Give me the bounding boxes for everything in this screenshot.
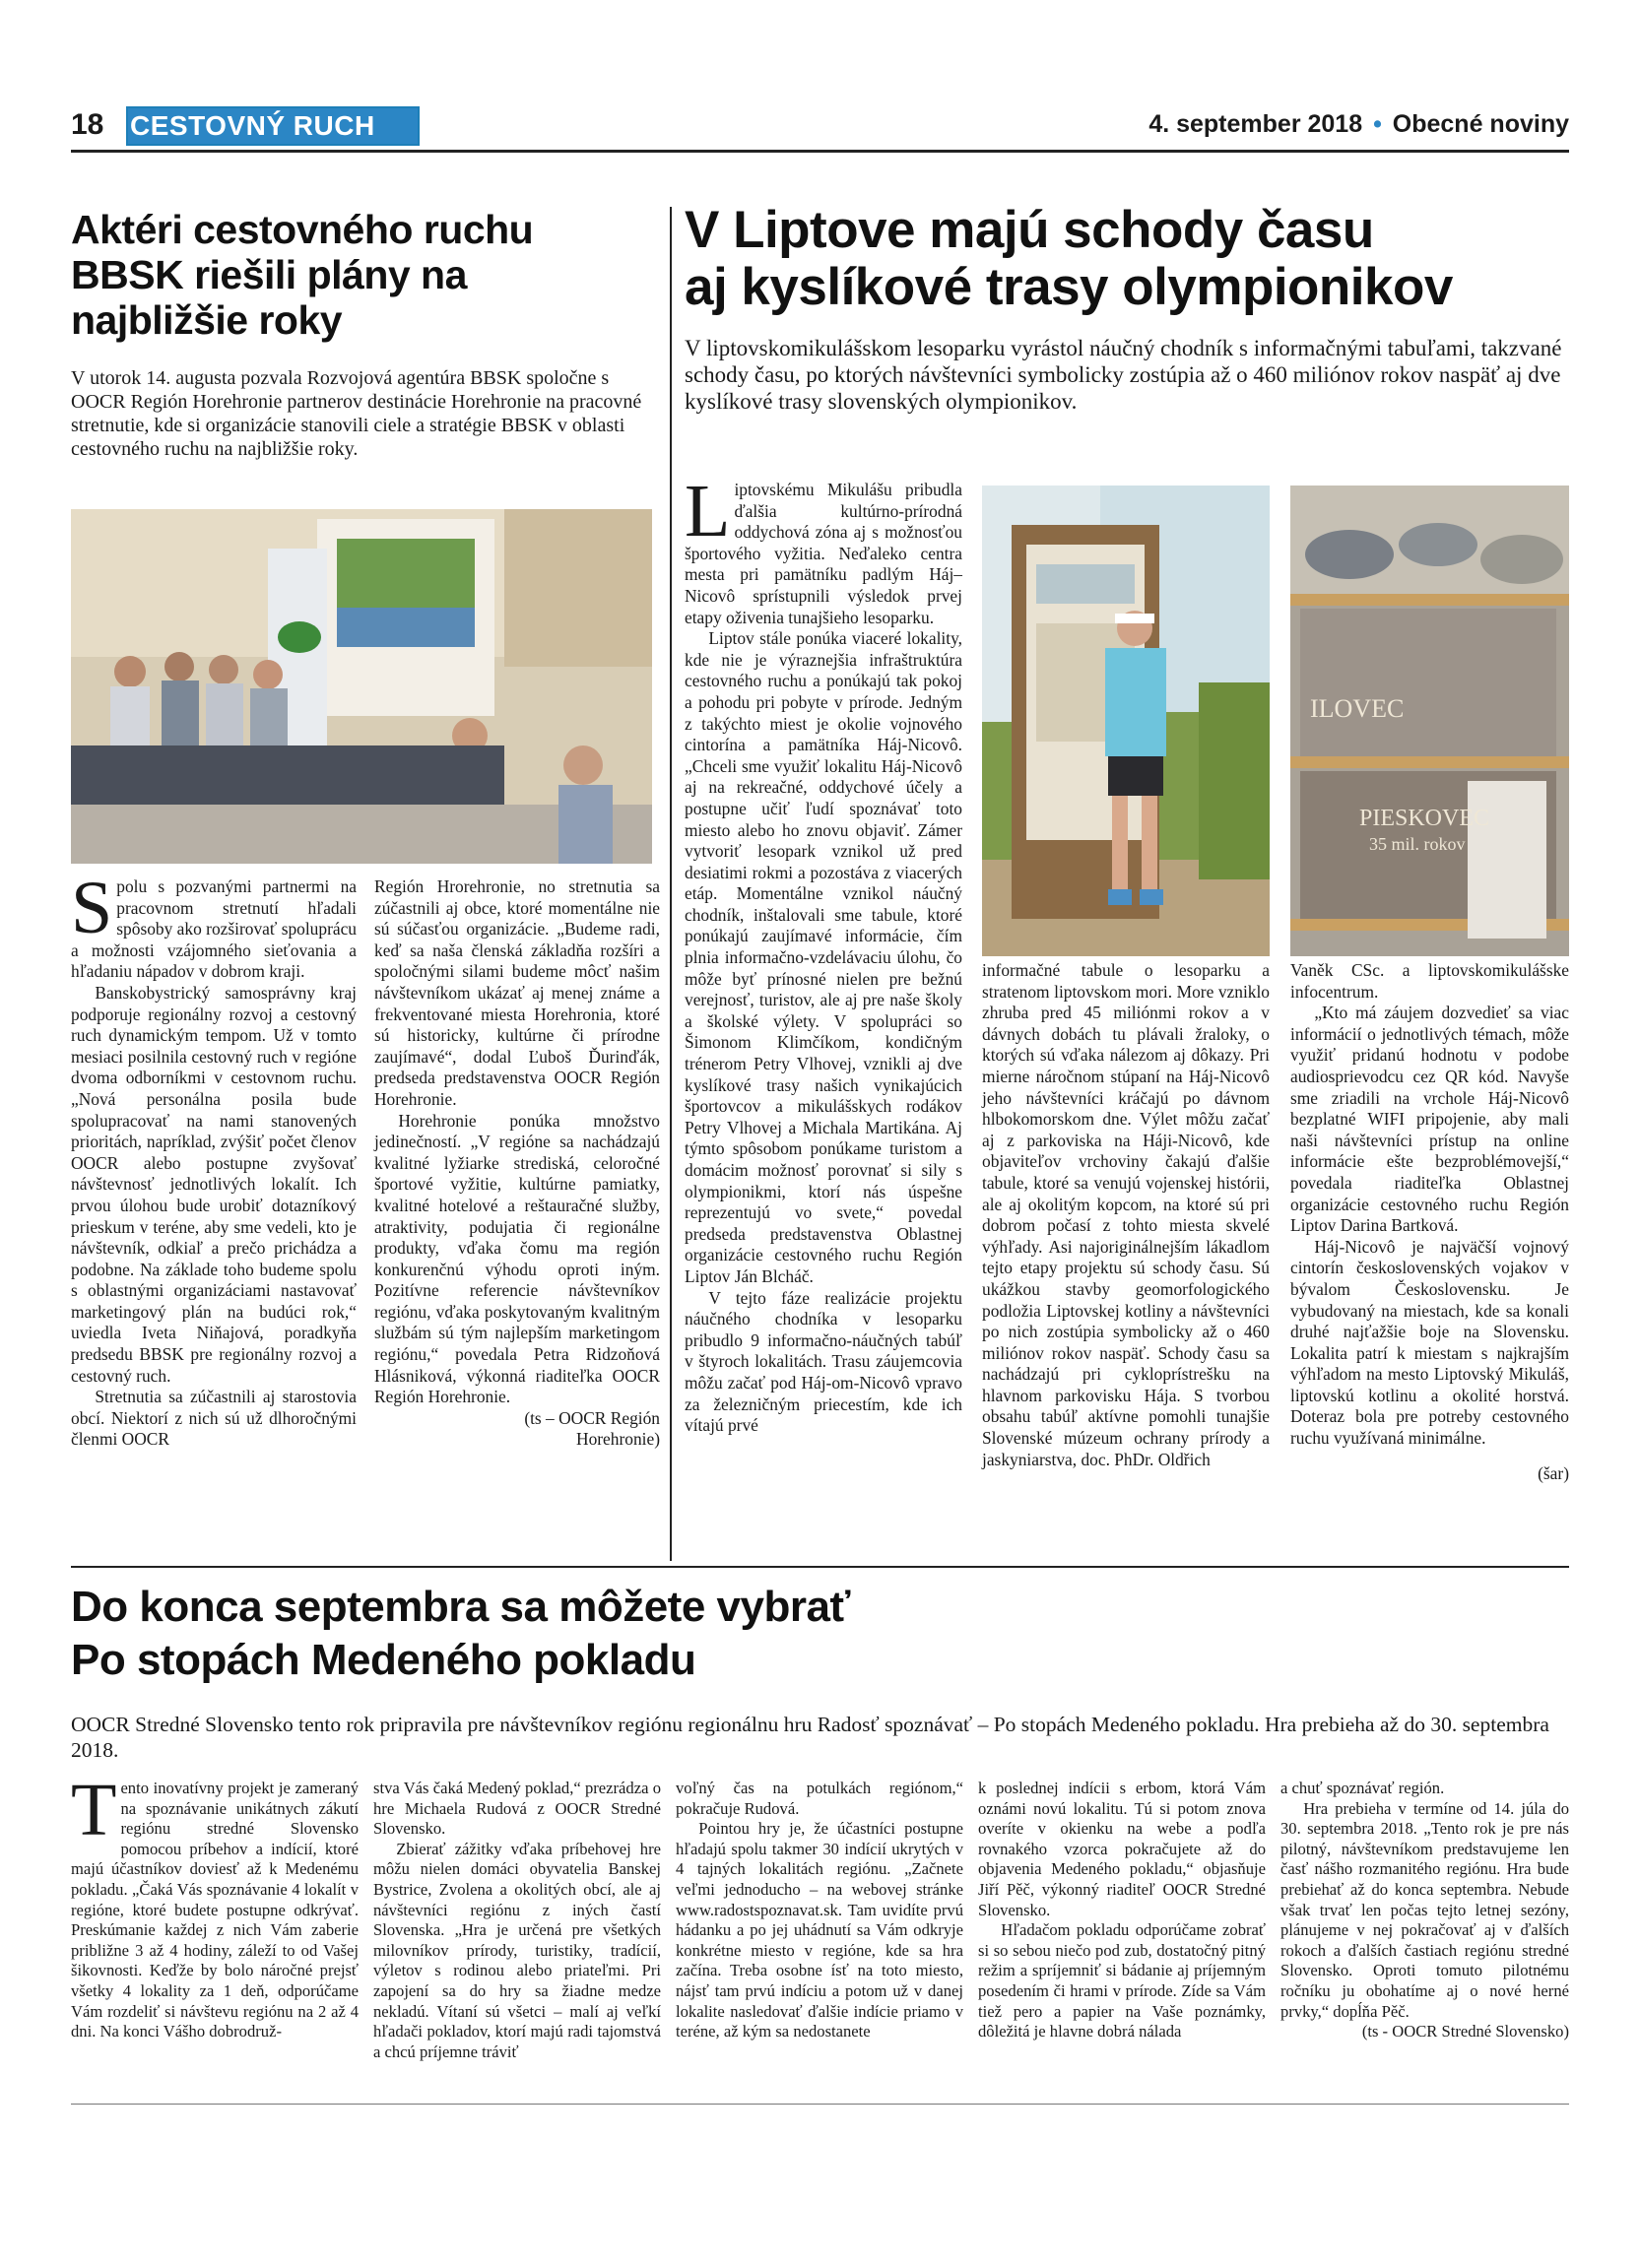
paragraph: Zbierať zážitky vďaka príbehovej hre môžu nielen domáci obyvatelia Banskej Bystrice, Zvolena a okolitých obcí, ale aj návštevníci regiónu z iných častí Slovenska. „Hra je určená pre všetkých milovníkov prírody, turistiky, tradícií, výletov s rodinou alebo priateľmi. Pri zapojení sa do hry sa žiadne medze nekladú. Vítaní sú všetci – malí aj veľkí hľadači pokladov, ktorí majú radi tajomstvá a chcú príjemne tráviť bbox=[373, 1839, 661, 2061]
article1-col1 bbox=[71, 867, 357, 1451]
article2-col1 bbox=[685, 470, 962, 1437]
article3-title-line: Po stopách Medeného pokladu bbox=[71, 1636, 696, 1684]
paragraph: V tejto fáze realizácie projektu náučného chodníka v lesoparku pribudlo 9 informačno-náučných tabúľ v štyroch lokalitách. Trasu záujemcovia môžu začať pod Háj-om-Nicovô vpravo za železničným priecestím, kde ich vítajú prvé bbox=[685, 1287, 962, 1436]
article1-col2 bbox=[374, 876, 660, 1451]
article-separator bbox=[71, 1566, 1569, 1568]
article2-info-board-photo bbox=[982, 486, 1270, 956]
paragraph: Vaněk CSc. a liptovskomikulášske infocentrum. bbox=[1290, 960, 1569, 1002]
dropcap: S bbox=[71, 867, 113, 949]
paragraph: Región Hrorehronie, no stretnutia sa zúčastnili aj obce, ktoré momentálne nie sú súčasťou organizácie. „Budeme radi, keď sa naša členská základňa rozšíri a spoločnými silami budeme môcť našim návštevníkom ukázať aj menej známe a frekventované miesta Horehronia, ktoré sú historicky, kultúrne či prírodne zaujímavé“, dodal Ľuboš Ďurinďák, predseda predstavenstva OOCR Región Horehronie. bbox=[374, 876, 660, 1109]
article1-signature: (ts – OOCR Región Horehronie) bbox=[524, 1407, 660, 1450]
bottom-rule bbox=[71, 2104, 1569, 2105]
separator-dot: • bbox=[1373, 110, 1382, 138]
article2-title bbox=[685, 202, 1571, 316]
article3-title-line: Do konca septembra sa môžete vybrať bbox=[71, 1583, 850, 1631]
article2-col3 bbox=[1290, 960, 1569, 1484]
article1-title-line: BBSK riešili plány na bbox=[71, 252, 467, 297]
article2-title-line: V Liptove majú schody času bbox=[685, 201, 1374, 259]
paragraph: polu s pozvanými partnermi na pracovnom stretnutí hľadali spôsoby ako rozširovať spoluprácu a možnosti vzájomného sieťovania a hľadaniu nápadov v dobrom kraji. bbox=[71, 876, 357, 982]
paragraph: Háj-Nicovô je najväčší vojnový cintorín československých vojakov v bývalom Československu. Je vybudovaný na miestach, kde sa konali druhé najťažšie boje na Slovensku. Lokalita patrí k miestam s najkrajším výhľadom na mesto Liptovský Mikuláš, liptovskú kotlinu a okolité horstvá. Doteraz bola pre potreby cestovného ruchu využívaná minimálne. bbox=[1290, 1236, 1569, 1449]
paragraph: Pointou hry je, že účastníci postupne hľadajú spolu takmer 30 indícií ukrytých v 4 tajných lokalitách regiónu. „Začnete veľmi jednoducho – na webovej stránke www.radostspoznavat.sk. Tam uvidíte prvú hádanku a po jej uhádnutí sa Vám odkryje konkrétne miesto v regióne, kde sa hra začína. Treba osobne ísť na toto miesto, nájsť tam prvú indíciu a potom už v danej lokalite nasledovať ďalšie indície priamo v teréne, až kým sa nedostanete bbox=[676, 1819, 963, 2041]
paragraph: Horehronie ponúka množstvo jedinečností. „V regióne sa nachádzajú kvalitné lyžiarke strediská, celoročné športové vyžitie, kultúrne pamiatky, kvalitné hotelové a reštauračné služby, atraktivity, podujatia či regionálne produkty, vďaka čomu ma región konkurenčnú výhodu oproti iným. Pozitívne referencie návštevníkov regiónu, vďaka poskytovaným kvalitným službám sú tým najlepším marketingom regiónu,“ povedala Petra Ridzoňová Hlásniková, výkonná riaditeľka OOCR Región Horehronie. bbox=[374, 1110, 660, 1407]
paragraph: Banskobystrický samosprávny kraj podporuje regionálny rozvoj a cestovný ruch dynamickým tempom. Už v tomto mesiaci posilnila cestovný ruch v regióne dvoma odborníkmi v cestovnom ruchu. „Nová personálna posila bude spolupracovať na nami stanovených prioritách, napríklad, zvýšiť počet členov OOCR alebo postupne zvyšovať návštevnosť jednotlivých lokalít. Ich prvou úlohou bude urobiť dotazníkový prieskum v teréne, aby sme vedeli, kto je návštevník, odkiaľ a prečo prichádza a podobne. Na základe toho budeme spolu s oblastnými organizáciami nastavovať marketingový plán na budúci rok,“ uviedla Iveta Niňajová, poradkyňa predsedu BBSK pre regionálny rozvoj a cestovný ruch. bbox=[71, 982, 357, 1386]
article3-lead: OOCR Stredné Slovensko tento rok pripravila pre návštevníkov regiónu regionálnu hru Radosť spoznávať – Po stopách Medeného pokladu. Hra prebieha až do 30. septembra 2018. bbox=[71, 1713, 1549, 1762]
stone-label-top: ILOVEC bbox=[1310, 694, 1405, 723]
article2-lead: V liptovskomikulášskom lesoparku vyrástol náučný chodník s informačnými tabuľami, takzvané schody času, po ktorých návštevníci symbolicky zostúpia až o 460 miliónov rokov naspäť aj dve kyslíkové trasy slovenských olympionikov. bbox=[685, 336, 1562, 414]
article2-title-line: aj kyslíkové trasy olympionikov bbox=[685, 258, 1453, 316]
article1-title-line: najbližšie roky bbox=[71, 297, 343, 343]
paragraph: „Kto má záujem dozvedieť sa viac informácií o jednotlivých témach, môže využiť pridanú hodnotu v podobe audiosprievodcu cez QR kód. Navyše sme zriadili na vrchole Háj-Nicovô bezplatné WIFI pripojenie, aby mali naši návštevníci prístup na online informácie ešte bezproblémovejší,“ povedala riaditeľka Oblastnej organizácie cestovného ruchu Región Liptov Darina Bartková. bbox=[1290, 1003, 1569, 1236]
stone-label-age: 35 mil. rokov bbox=[1369, 834, 1466, 854]
paper-name: Obecné noviny bbox=[1392, 110, 1569, 138]
stone-steps-photo-image bbox=[1290, 486, 1569, 956]
article1-meeting-photo bbox=[71, 509, 652, 864]
info-board-photo-image bbox=[982, 486, 1270, 956]
article3-title bbox=[71, 1581, 1569, 1687]
article2-stone-steps-photo bbox=[1290, 486, 1569, 956]
paragraph: Hra prebieha v termíne od 14. júla do 30. septembra 2018. „Tento rok je pre nás pilotný, návštevníkom predstavujeme len časť nášho rozmanitého regiónu. Hra bude prebiehať až do konca septembra. Nebude však trvať len počas tejto letnej sezóny, plánujeme v nej pokračovať aj v ďalších rokoch a ďalších častiach regiónu stredné Slovensko. Oproti tomuto pilotnému ročníku ju obohatíme aj o nové herné prvky,“ dopĺňa Pěč. bbox=[1280, 1798, 1569, 2021]
article3-col1 bbox=[71, 1769, 359, 2042]
paragraph: Stretnutia sa zúčastnili aj starostovia obcí. Niektorí z nich sú už dlhoročnými členmi OOCR bbox=[71, 1387, 357, 1450]
header-rule bbox=[71, 150, 1569, 153]
paragraph: voľný čas na potulkách regiónom,“ pokračuje Rudová. bbox=[676, 1779, 963, 1818]
meeting-photo-image bbox=[71, 509, 652, 864]
issue-info bbox=[1148, 110, 1569, 139]
dropcap: L bbox=[685, 470, 731, 552]
article3-signature: (ts - OOCR Stredné Slovensko) bbox=[1361, 2022, 1569, 2041]
article1-title bbox=[71, 207, 662, 343]
section-label: CESTOVNÝ RUCH bbox=[128, 108, 418, 144]
article1-title-line: Aktéri cestovného ruchu bbox=[71, 207, 534, 252]
paragraph: Liptov stále ponúka viaceré lokality, kde nie je výraznejšia infraštruktúra cestovného ruchu a ponúkajú tak pokoj a pohodu pri pobyte v prírode. Jedným z takýchto miest je okolie vojnového cintorína a pamätníka Háj-Nicovô. „Chceli sme využiť lokalitu Háj-Nicovô aj na rekreačné, oddychové účely a postupne učiť ľudí spoznávať toto miesto alebo ho znovu objaviť. Zámer vytvoriť lesopark vznikol už pred desiatimi rokmi a pozostáva z viacerých etáp. Momentálne vznikol náučný chodník, inštalovali sme tabule, ktoré ponúkajú zaujímavé informácie, čím plnia informačno-vzdelávaciu úlohu, čo môže byť prínosné nielen pre bežnú verejnosť, turistov, ale aj pre naše školy a školské výlety. V spolupráci so Šimonom Klimčíkom, kondičným trénerom Petry Vlhovej, vznikli aj dve kyslíkové trasy našich vynikajúcich športovcov a mikulášskych rodákov Petry Vlhovej a Michala Martikána. Aj týmto spôsobom ponúkame turistom a domácim možnosť porovnať si sily s olympionikmi, ktorí nás úspešne reprezentujú vo svete,“ povedal predseda predstavenstva Oblastnej organizácie cestovného ruchu Región Liptov Ján Blcháč. bbox=[685, 628, 962, 1286]
article3-col4 bbox=[978, 1779, 1266, 2042]
paragraph: ento inovatívny projekt je zameraný na spoznávanie unikátnych zákutí regiónu stredné Slovensko pomocou príbehov a indícií, ktoré majú účastníkov doviesť až k Medenému pokladu. „Čaká Vás spoznávanie 4 lokalít v regióne, ktoré budete postupne odkrývať. Preskúmanie každej z nich Vám zaberie približne 3 až 4 hodiny, záleží to od Vašej šikovnosti. Keďže by bolo náročné prejsť všetky 4 lokality za 1 deň, odporúčame Vám rozdeliť si návštevu regiónu na 2 až 4 dni. Na konci Vášho dobrodruž- bbox=[71, 1779, 359, 2041]
article2-col2 bbox=[982, 960, 1270, 1470]
article3-col3 bbox=[676, 1779, 963, 2042]
article3-col5 bbox=[1280, 1779, 1569, 2042]
stone-label-bottom: PIESKOVEC bbox=[1359, 806, 1490, 831]
paragraph: a chuť spoznávať región. bbox=[1280, 1779, 1445, 1797]
paragraph: k poslednej indícii s erbom, ktorá Vám oznámi novú lokalitu. Tú si potom znova overíte v okienku na webe a podľa rovnakého vzorca pokračujete až do objavenia Medeného pokladu,“ objasňuje Jiří Pěč, výkonný riaditeľ OOCR Stredné Slovensko. bbox=[978, 1779, 1266, 1919]
dropcap: T bbox=[71, 1769, 117, 1851]
paragraph: iptovskému Mikulášu pribudla ďalšia kultúrno-prírodná oddychová zóna aj s možnosťou športového vyžitia. Neďaleko centra mesta pri pamätníku padlým Háj–Nicovô sprístupnili výsledok prvej etapy oživenia tunajšieho lesoparku. bbox=[685, 480, 962, 627]
paragraph: Hľadačom pokladu odporúčame zobrať si so sebou niečo pod zub, dostatočný pitný režim a spríjemniť si bádanie aj príjemným posedením či hrami v prírode. Zíde sa Vám tiež pero a papier na Vaše poznámky, dôležitá je hlavne dobrá nálada bbox=[978, 1920, 1266, 2041]
article2-signature: (šar) bbox=[1538, 1462, 1569, 1483]
article3-col2 bbox=[373, 1779, 661, 2062]
column-divider bbox=[670, 207, 672, 1561]
page-number: 18 bbox=[71, 108, 104, 141]
article1-lead: V utorok 14. augusta pozvala Rozvojová agentúra BBSK spoločne s OOCR Región Horehronie partnerov destinácie Horehronie na pracovné stretnutie, kde si organizácie stanovili ciele a stratégie BBSK v oblasti cestovného ruchu na najbližšie roky. bbox=[71, 367, 642, 460]
issue-date: 4. september 2018 bbox=[1148, 110, 1363, 138]
paragraph: stva Vás čaká Medený poklad,“ prezrádza o hre Michaela Rudová z OOCR Stredné Slovensko. bbox=[373, 1779, 661, 1839]
paragraph: informačné tabule o lesoparku a stratenom liptovskom mori. More vzniklo zhruba pred 45 miliónmi rokov a v dávnych dobách tu plávali žraloky, o ktorých sú vďaka nálezom aj dôkazy. Pri mierne náročnom stúpaní na Háj-Nicovô jeho návštevníci kráčajú po dávnom hlbokomorskom dne. Výlet môžu začať aj z parkoviska na Háji-Nicovô, kde objaviteľov vrchoviny čakajú ďalšie tabule, ktoré sa venujú vojenskej histórii, ale aj okolitým kopcom, na ktoré sú pri dobrom počasí z tohto miesta skvelé výhľady. Asi najoriginálnejším lákadlom tejto etapy projektu sú schody času. Sú ukážkou stavby geomorfologického podložia Liptovskej kotliny a návštevníci po nich zostúpia symbolicky až o 460 miliónov rokov naspäť. Schody času sa nachádzajú pri cykloprístrešku na hlavnom parkovisku Hája. S tvorbou obsahu tabúľ aktívne pomohli tunajšie Slovenské múzeum ochrany prírody a jaskyniarstva, doc. PhDr. Oldřich bbox=[982, 960, 1270, 1469]
